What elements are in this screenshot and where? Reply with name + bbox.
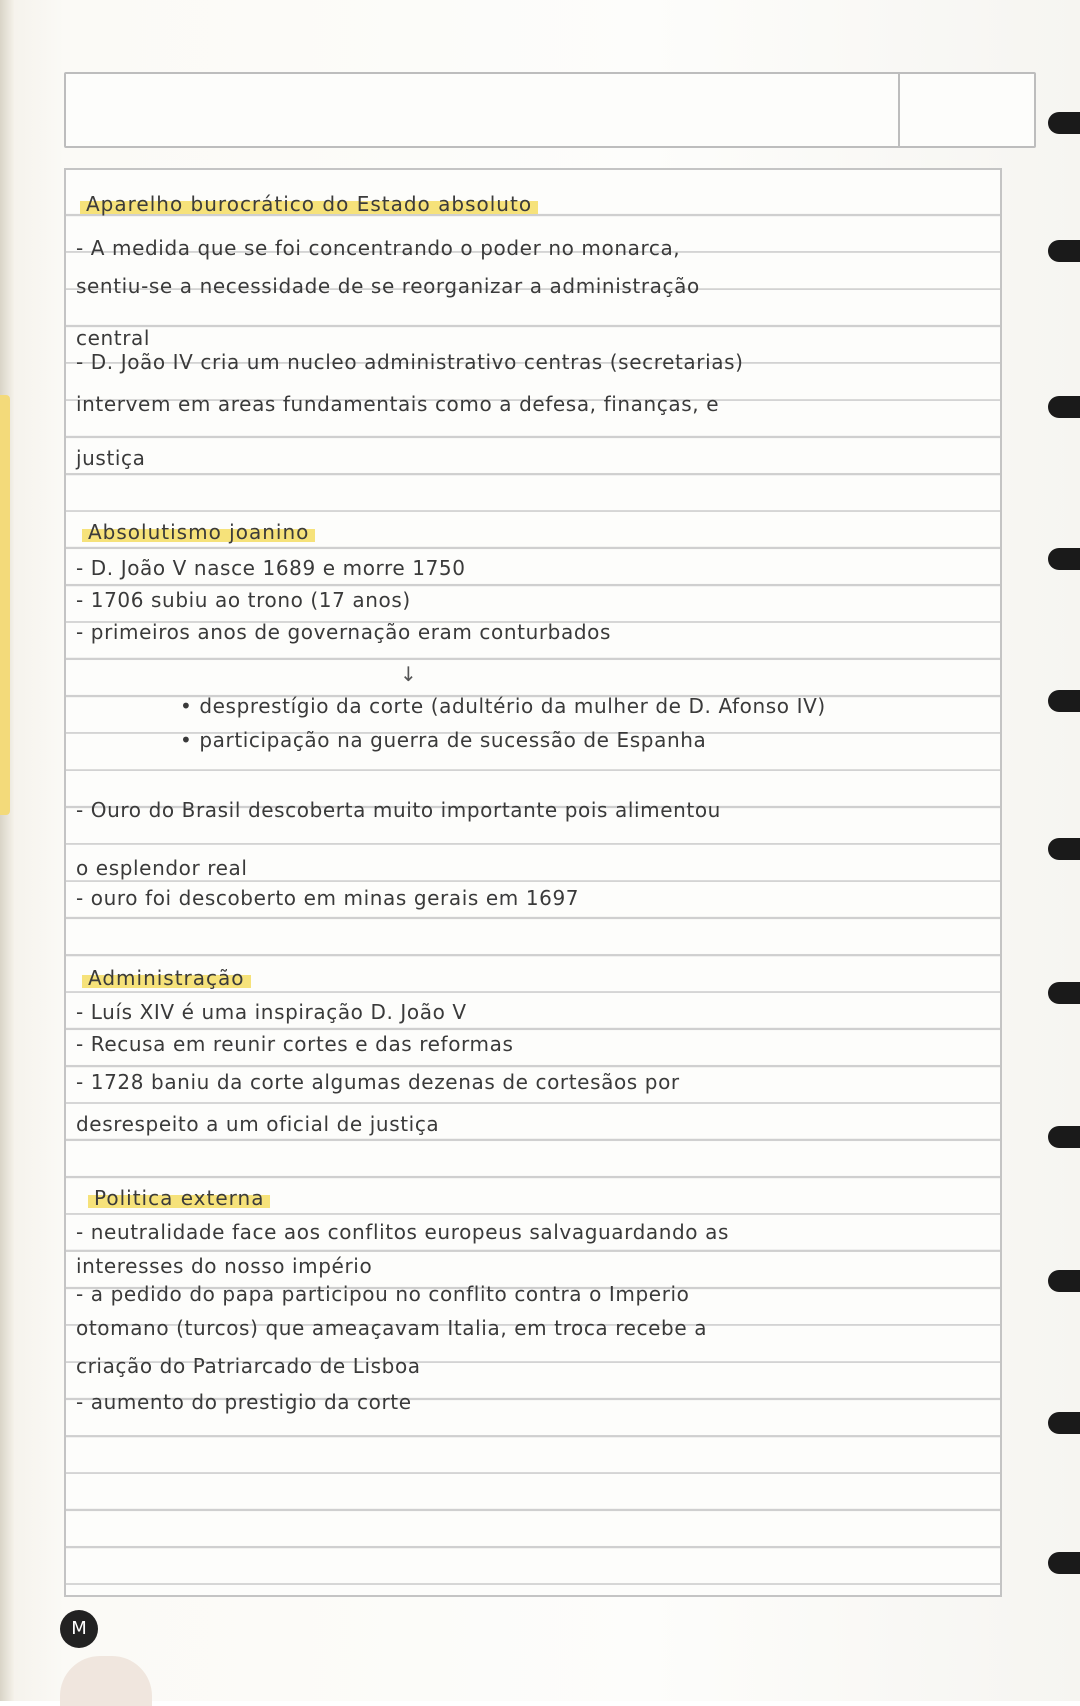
note-line: - Ouro do Brasil descoberta muito importante pois alimentou (76, 798, 721, 822)
brand-logo-icon: M (60, 1610, 98, 1648)
note-line: central (76, 326, 151, 350)
note-line: interesses do nosso império (76, 1254, 373, 1278)
note-line: - aumento do prestigio da corte (76, 1390, 412, 1414)
section-heading-administracao: Administração (82, 966, 251, 990)
bullet-line: • participação na guerra de sucessão de Espanha (180, 728, 707, 752)
binder-ring (1048, 1552, 1080, 1574)
section-heading-politica-externa: Politica externa (88, 1186, 270, 1210)
note-line: - Luís XIV é uma inspiração D. João V (76, 1000, 467, 1024)
note-line: sentiu-se a necessidade de se reorganizar a administração (76, 274, 700, 298)
binder-ring (1048, 838, 1080, 860)
section-heading-absolutismo: Absolutismo joanino (82, 520, 315, 544)
note-line: - 1706 subiu ao trono (17 anos) (76, 588, 411, 612)
note-line: - 1728 baniu da corte algumas dezenas de cortesãos por (76, 1070, 680, 1094)
binder-ring (1048, 396, 1080, 418)
header-box (64, 72, 1036, 148)
note-line: criação do Patriarcado de Lisboa (76, 1354, 421, 1378)
binder-ring (1048, 112, 1080, 134)
yellow-divider-tab (0, 395, 10, 815)
down-arrow-icon: ↓ (400, 662, 417, 686)
section-heading-aparelho: Aparelho burocrático do Estado absoluto (80, 192, 538, 216)
note-line: - primeiros anos de governação eram conturbados (76, 620, 611, 644)
notes-area (64, 168, 1002, 1597)
note-line: - A medida que se foi concentrando o poder no monarca, (76, 236, 681, 260)
binder-ring (1048, 1126, 1080, 1148)
finger-photo-artifact (60, 1656, 152, 1706)
header-divider (898, 74, 900, 146)
note-line: o esplendor real (76, 856, 248, 880)
note-line: - Recusa em reunir cortes e das reformas (76, 1032, 514, 1056)
note-line: - a pedido do papa participou no conflito contra o Imperio (76, 1282, 690, 1306)
note-line: - ouro foi descoberto em minas gerais em 1697 (76, 886, 580, 910)
note-line: otomano (turcos) que ameaçavam Italia, em troca recebe a (76, 1316, 708, 1340)
note-line: - D. João IV cria um nucleo administrativo centras (secretarias) (76, 350, 744, 374)
note-line: justiça (76, 446, 146, 470)
binder-ring (1048, 240, 1080, 262)
binder-ring (1048, 1270, 1080, 1292)
note-line: desrespeito a um oficial de justiça (76, 1112, 440, 1136)
binder-ring (1048, 982, 1080, 1004)
binder-ring (1048, 690, 1080, 712)
note-line: - neutralidade face aos conflitos europeus salvaguardando as (76, 1220, 729, 1244)
note-line: - D. João V nasce 1689 e morre 1750 (76, 556, 466, 580)
bullet-line: • desprestígio da corte (adultério da mulher de D. Afonso IV) (180, 694, 826, 718)
binder-ring (1048, 548, 1080, 570)
binder-ring (1048, 1412, 1080, 1434)
note-line: intervem em areas fundamentais como a defesa, finanças, e (76, 392, 720, 416)
page-edge-shadow (0, 0, 14, 1701)
